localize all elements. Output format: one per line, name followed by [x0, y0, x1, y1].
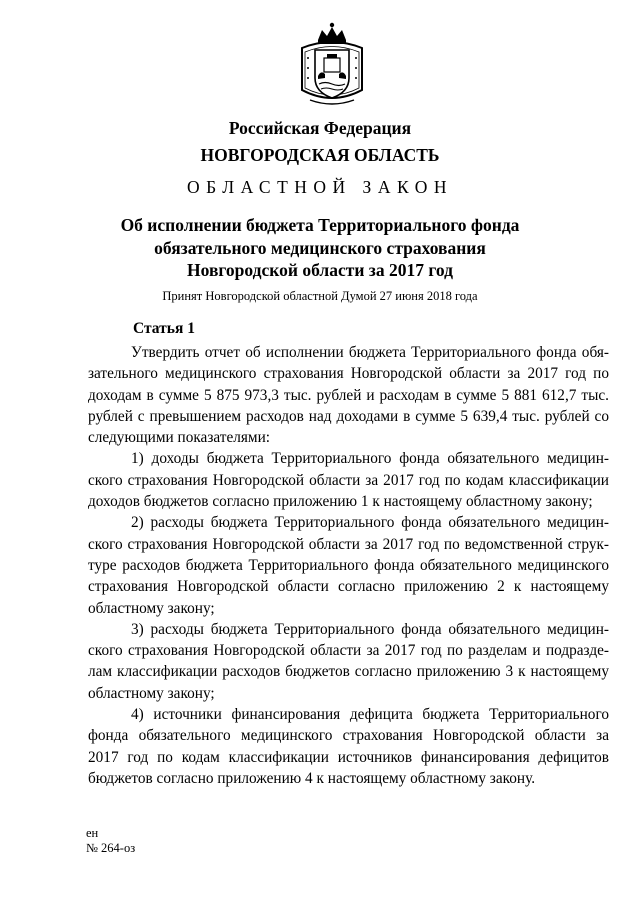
adoption-note: Принят Новгородской областной Думой 27 июня 2018 года [162, 289, 478, 303]
text-line: туре расходов бюджета Территориального фонда обязательного медицинского [88, 556, 609, 574]
text-line: рублей с превышением расходов над доходами в сумме 5 639,4 тыс. рублей со [88, 407, 609, 425]
text-line: доходам в сумме 5 875 973,3 тыс. рублей и расходам в сумме 5 881 612,7 тыс. [88, 386, 609, 404]
text-line: ского страхования Новгородской области за 2017 год по кодам классификации [88, 471, 609, 489]
text-line: фонда обязательного медицинского страхования Новгородской области за [88, 727, 609, 745]
text-line: областному закону; [88, 684, 215, 702]
text-line: лам классификации расходов бюджетов согласно приложению 3 к настоящему [88, 663, 609, 681]
law-number: № 264-оз [86, 841, 136, 855]
text-line: 3) расходы бюджета Территориального фонда обязательного медицин- [131, 620, 609, 638]
document-type: ОБЛАСТНОЙ ЗАКОН [187, 177, 453, 197]
executor-initials: ен [86, 826, 99, 840]
text-line: 4) источники финансирования дефицита бюджета Территориального [131, 706, 609, 724]
text-line: ского страхования Новгородской области за 2017 год по ведомственной струк- [88, 535, 609, 553]
text-line: областному закону; [88, 599, 215, 617]
text-line: доходов бюджетов согласно приложению 1 к настоящему областному закону; [88, 493, 593, 511]
text-line: Утвердить отчет об исполнении бюджета Территориального фонда обя- [131, 344, 609, 361]
region-name: НОВГОРОДСКАЯ ОБЛАСТЬ [200, 145, 440, 165]
law-title-line: Новгородской области за 2017 год [187, 260, 453, 280]
law-title-line: Об исполнении бюджета Территориального фонда [120, 215, 520, 235]
text-line: 2017 год по кодам классификации источников финансирования дефицитов [88, 748, 609, 766]
article-heading: Статья 1 [133, 320, 195, 337]
coat-of-arms-icon [296, 22, 368, 110]
document-footer [86, 826, 135, 856]
law-title-line: обязательного медицинского страхования [154, 237, 486, 258]
law-title [60, 214, 580, 282]
text-line: бюджетов согласно приложению 4 к настоящему областному закону. [88, 769, 536, 787]
text-line: зательного медицинского страхования Новгородской области за 2017 год по [88, 365, 609, 383]
text-line: 2) расходы бюджета Территориального фонда обязательного медицин- [131, 514, 609, 532]
text-line: следующими показателями: [88, 429, 271, 447]
text-line: страхования Новгородской области согласно приложению 2 к настоящему [88, 578, 609, 596]
article-body [88, 342, 609, 789]
country-name: Российская Федерация [228, 118, 412, 138]
text-line: 1) доходы бюджета Территориального фонда обязательного медицин- [131, 450, 609, 468]
text-line: ского страхования Новгородской области за 2017 год по разделам и подразде- [88, 642, 609, 660]
